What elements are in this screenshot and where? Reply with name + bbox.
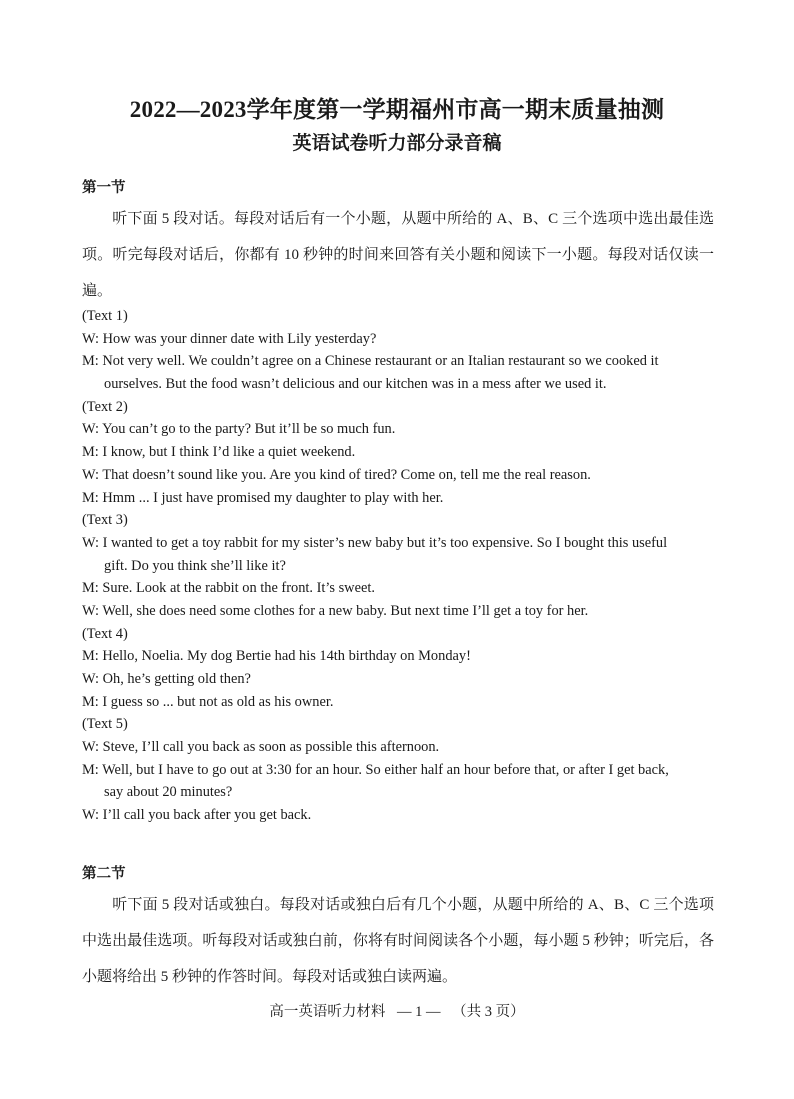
transcript-line: M: Not very well. We couldn’t agree on a Chinese restaurant or an Italian restaurant so we cooked it [82,353,659,370]
transcript-line: M: I guess so ... but not as old as his owner. [82,693,334,710]
transcript-line: M: Hmm ... I just have promised my daughter to play with her. [82,489,444,506]
transcript-line: gift. Do you think she’ll like it? [104,557,286,574]
footer-label: 高一英语听力材料 [269,1004,386,1020]
transcript-line: W: That doesn’t sound like you. Are you kind of tired? Come on, tell me the real reason. [82,466,591,483]
transcript-line: (Text 5) [82,716,128,733]
section2-heading: 第二节 [82,866,126,882]
transcript-line: (Text 4) [82,625,128,642]
section1-instructions [82,201,714,309]
page-footer [0,1000,794,1021]
section2-instructions [82,887,714,995]
footer-page-number: — 1 — [397,1004,441,1020]
section1-instructions-text: 听下面 5 段对话。每段对话后有一个小题，从题中所给的 A、B、C 三个选项中选出最佳选项。听完每段对话后，你都有 10 秒钟的时间来回答有关小题和阅读下一小题。每段对话仅读一遍。 [82,211,714,299]
transcript-line: W: Steve, I’ll call you back as soon as possible this afternoon. [82,739,440,756]
transcript-line: M: Well, but I have to go out at 3:30 for an hour. So either half an hour before that, or after I get back, [82,761,669,778]
document-title: 2022—2023学年度第一学期福州市高一期末质量抽测 [129,97,665,122]
section1-heading: 第一节 [82,180,126,196]
transcript-line: ourselves. But the food wasn’t delicious and our kitchen was in a mess after we used it. [104,376,607,393]
transcript-line: W: Oh, he’s getting old then? [82,671,251,687]
transcript-line: (Text 3) [82,512,128,529]
transcript-line: (Text 1) [82,308,128,324]
transcript-line: W: How was your dinner date with Lily yesterday? [82,330,377,347]
transcript-line: (Text 2) [82,398,128,415]
transcript-line: say about 20 minutes? [104,784,233,801]
document-subtitle: 英语试卷听力部分录音稿 [292,133,502,154]
footer-total-pages: （共 3 页） [452,1004,525,1020]
transcript-line: W: You can’t go to the party? But it’ll be so much fun. [82,421,396,438]
transcript-line: M: Hello, Noelia. My dog Bertie had his 14th birthday on Monday! [82,648,471,665]
transcript-line: W: Well, she does need some clothes for a new baby. But next time I’ll get a toy for her. [82,602,589,619]
transcript-line: W: I’ll call you back after you get back. [82,807,312,824]
transcript [82,305,714,827]
transcript-line: M: I know, but I think I’d like a quiet weekend. [82,444,356,461]
transcript-line: M: Sure. Look at the rabbit on the front. It’s sweet. [82,580,375,597]
transcript-line: W: I wanted to get a toy rabbit for my sister’s new baby but it’s too expensive. So I bought this useful [82,534,668,551]
section2-instructions-text: 听下面 5 段对话或独白。每段对话或独白后有几个小题，从题中所给的 A、B、C 三个选项中选出最佳选项。听每段对话或独白前，你将有时间阅读各个小题，每小题 5 秒钟；听完后，各小题将给出 5 秒钟的作答时间。每段对话或独白读两遍。 [82,897,714,985]
